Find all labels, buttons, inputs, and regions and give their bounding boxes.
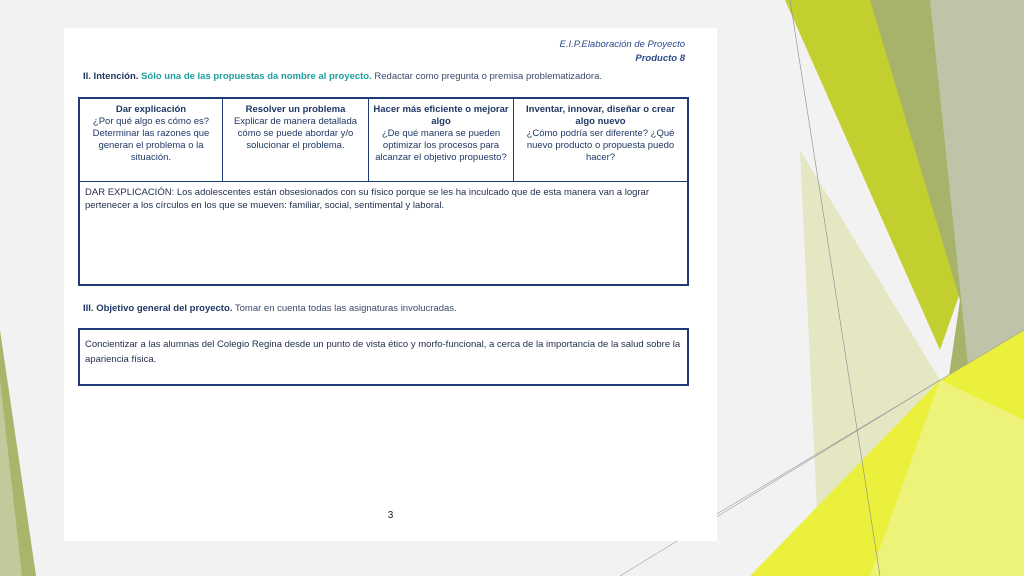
header-title: E.I.P.Elaboración de Proyecto — [559, 39, 685, 50]
column-innovate — [514, 99, 687, 181]
column-improve — [369, 99, 514, 181]
intention-answer: DAR EXPLICACIÓN: Los adolescentes están obsesionados con su físico porque se les ha inculcado que de esta manera van a lograr pertenecer a los círculos en los que se mueven: familiar, social, sentimental y laboral. — [85, 187, 649, 211]
column-title: Resolver un problema — [245, 104, 346, 115]
section-2-label: II. Intención. — [83, 71, 139, 82]
column-description: ¿Por qué algo es cómo es? Determinar las razones que generan el problema o la situación. — [92, 116, 210, 163]
column-title: Inventar, innovar, diseñar o crear algo nuevo — [526, 104, 675, 127]
section-2-heading — [83, 71, 602, 82]
intention-table — [78, 97, 689, 286]
column-description: ¿Cómo podría ser diferente? ¿Qué nuevo producto o propuesta puedo hacer? — [526, 128, 675, 163]
column-solve — [223, 99, 369, 181]
section-2-emphasis: Sólo una de las propuestas da nombre al proyecto. — [141, 71, 372, 82]
column-description: Explicar de manera detallada cómo se puede abordar y/o solucionar el problema. — [233, 116, 358, 151]
table-divider — [80, 181, 687, 182]
column-explain — [80, 99, 223, 181]
column-title: Dar explicación — [115, 104, 187, 115]
section-3-instruction: Tomar en cuenta todas las asignaturas involucradas. — [234, 303, 457, 314]
section-3-label: III. Objetivo general del proyecto. — [83, 303, 233, 314]
document-page — [64, 28, 717, 541]
header-product: Producto 8 — [635, 53, 685, 64]
objective-box: Concientizar a las alumnas del Colegio Regina desde un punto de vista ético y morfo-funcional, a cerca de la importancia de la salud sobre la apariencia física. — [78, 328, 689, 386]
section-3-heading — [83, 303, 457, 314]
column-title: Hacer más eficiente o mejorar algo — [373, 104, 509, 127]
page-number: 3 — [387, 510, 394, 521]
section-2-instruction: Redactar como pregunta o premisa problematizadora. — [374, 71, 602, 82]
column-description: ¿De qué manera se pueden optimizar los procesos para alcanzar el objetivo propuesto? — [375, 128, 507, 163]
